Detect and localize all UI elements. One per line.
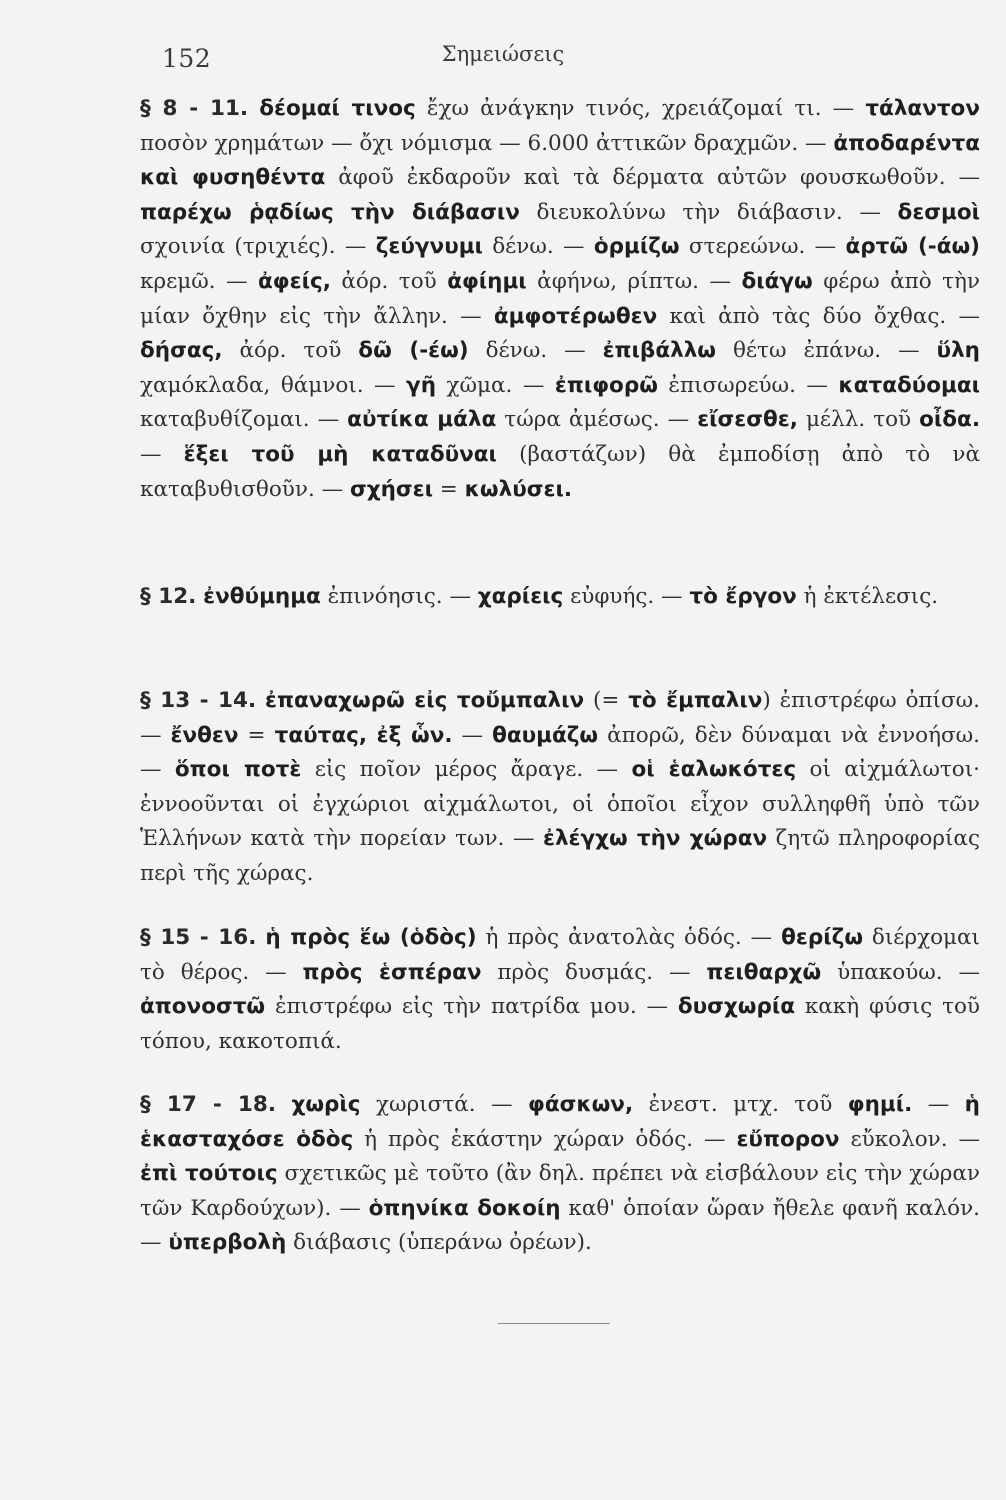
gloss-text: τώρα ἀμέσως. — (496, 407, 698, 433)
note-section-17-18 (140, 1088, 980, 1261)
gloss-text: ποσὸν χρημάτων — ὄχι νόμισμα — 6.000 ἀττικῶν δραχμῶν. — (140, 130, 834, 156)
gloss-text: σχετικῶς μὲ τοῦτο (ἂν δηλ. πρέπει νὰ εἰσβάλουν εἰς τὴν χώραν τῶν Καρδούχων). — (140, 1161, 980, 1221)
headword: ὑπερβολὴ (168, 1230, 287, 1256)
headword: ἀμφοτέρωθεν (493, 303, 658, 329)
gloss-text: καθ' ὁποίαν ὥραν ἤθελε φανῆ καλόν. — (140, 1195, 980, 1256)
note-section-12 (140, 580, 980, 615)
gloss-text: ἀπορῶ, δὲν δύναμαι νὰ ἐννοήσω. — (140, 722, 981, 783)
section-number: § 15 - 16. (140, 925, 257, 950)
gloss-text: χωριστά. — (360, 1092, 528, 1117)
headword: τὸ ἔργον (689, 584, 797, 609)
headword: ὁπηνίκα δοκοίη (368, 1195, 561, 1221)
gloss-text: ἡ πρὸς ἑκάστην χώραν ὁδός. — (353, 1126, 737, 1152)
headword: ἐνθύμημα (203, 584, 321, 609)
headword: ὅποι ποτὲ (174, 757, 302, 783)
headword: αὐτίκα μάλα (347, 407, 497, 433)
headword: ἔνθεν (170, 722, 239, 748)
note-section-8-11 (140, 92, 980, 507)
gloss-text: διευκολύνω τὴν διάβασιν. — (519, 199, 898, 225)
headword: πειθαρχῶ (706, 959, 822, 985)
headword: τὸ ἔμπαλιν (628, 688, 763, 713)
headword: χαρίεις (477, 584, 564, 609)
headword: ὕλη (936, 338, 980, 364)
section-body (140, 96, 980, 502)
gloss-text: (= (584, 688, 629, 713)
gloss-text: δένω. — (482, 234, 594, 260)
headword: εἴσεσθε, (697, 407, 798, 433)
gloss-text: ἔχω ἀνάγκην τινός, χρειάζομαί τι. — (415, 96, 866, 121)
headword: γῆ (406, 372, 436, 398)
headword: τάλαντον (865, 96, 980, 121)
headword: διάγω (741, 268, 813, 294)
note-section-13-14 (140, 684, 980, 892)
gloss-text: — (140, 441, 184, 467)
gloss-text: στερεώνω. — (679, 234, 846, 260)
gloss-text: ἀόρ. τοῦ (330, 268, 448, 294)
gloss-text: ἐπισωρεύω. — (657, 372, 839, 398)
headword: ἀρτῶ (-άω) (845, 234, 981, 260)
gloss-text: καὶ ἀπὸ τὰς δύο ὄχθας. — (657, 303, 980, 329)
headword: δήσας, (140, 338, 223, 364)
section-number: § 17 - 18. (140, 1092, 277, 1117)
gloss-text: ἀφήνω, ρίπτω. — (526, 268, 742, 294)
gloss-text: εὐφυής. — (563, 584, 690, 609)
headword: ἀφείς, (258, 268, 331, 294)
headword: καταδύομαι (838, 372, 980, 398)
end-rule (498, 1323, 610, 1324)
section-number: § 8 - 11. (140, 96, 249, 121)
gloss-text: ζητῶ πληροφορίας περὶ τῆς χώρας. (140, 826, 980, 886)
gloss-text: διάβασις (ὑπεράνω ὀρέων). (286, 1230, 592, 1256)
gloss-text: χαμόκλαδα, θάμνοι. — (140, 372, 407, 398)
gloss-text: φέρω ἀπὸ τὴν μίαν ὄχθην εἰς τὴν ἄλλην. — (140, 268, 981, 329)
headword: ἐπὶ τούτοις (140, 1161, 278, 1187)
note-section-15-16 (140, 921, 980, 1059)
page-number: 152 (162, 44, 212, 73)
headword: δεσμοὶ (897, 199, 980, 225)
headword: θερίζω (781, 925, 864, 950)
headword: φημί. (847, 1092, 913, 1117)
headword: ἀπονοστῶ (140, 994, 266, 1020)
gloss-text: εὔκολον. — (839, 1126, 980, 1152)
headword: κωλύσει. (464, 476, 572, 502)
gloss-text: — (912, 1092, 965, 1117)
headword: οἱ ἑαλωκότες (631, 757, 797, 783)
section-body (203, 584, 938, 609)
headword: φάσκων, (528, 1092, 634, 1117)
headword: ἡ ἑκασταχόσε ὁδὸς (140, 1092, 980, 1152)
running-title: Σημειώσεις (441, 42, 565, 66)
section-body (140, 688, 980, 886)
gloss-text: ὑπακούω. — (821, 959, 981, 985)
gloss-text: ἐπιστρέφω εἰς τὴν πατρίδα μου. — (265, 994, 678, 1020)
headword: οἶδα. (919, 407, 980, 433)
gloss-text: ἐνεστ. μτχ. τοῦ (633, 1092, 848, 1117)
headword: ἐπιβάλλω (602, 338, 716, 364)
gloss-text: κρεμῶ. — (140, 268, 259, 294)
headword: δῶ (-έω) (358, 338, 469, 364)
gloss-text: καταβυθίζομαι. — (140, 407, 348, 433)
gloss-text: κακὴ φύσις τοῦ τόπου, κακοτοπιά. (140, 994, 980, 1054)
gloss-text: = (238, 722, 275, 748)
headword: ὁρμίζω (593, 234, 680, 260)
headword: ταύτας, ἐξ ὧν. (274, 722, 453, 748)
gloss-text: ἐπινόησις. — (320, 584, 478, 609)
gloss-text: διέρχομαι τὸ θέρος. — (140, 925, 980, 985)
headword: ἐπιφορῶ (554, 372, 658, 398)
headword: θαυμάζω (492, 722, 599, 748)
gloss-text: οἱ αἰχμάλωτοι· ἐννοοῦνται οἱ ἐγχώριοι αἰχμάλωτοι, οἱ ὁποῖοι εἶχον συλληφθῆ ὑπὸ τῶν Ἑλλήνων κατὰ τὴν πορείαν των. — (140, 757, 980, 852)
headword: ἐλέγχω τὴν χώραν (542, 826, 768, 852)
gloss-text: ἀφοῦ ἐκδαροῦν καὶ τὰ δέρματα αὐτῶν φουσκωθοῦν. — (325, 165, 980, 191)
gloss-text: ἡ πρὸς ἀνατολὰς ὁδός. — (476, 925, 782, 950)
gloss-text: χῶμα. — (436, 372, 555, 398)
headword: ἡ πρὸς ἕω (ὁδὸς) (265, 925, 477, 950)
gloss-text: μέλλ. τοῦ (797, 407, 920, 433)
headword: ἀφίημι (447, 268, 527, 294)
gloss-text: εἰς ποῖον μέρος ἄραγε. — (301, 757, 632, 783)
headword: ἀποδαρέντα καὶ φυσηθέντα (140, 130, 980, 191)
gloss-text: ) ἐπιστρέφω ὀπίσω. — (140, 688, 981, 748)
gloss-text: θέτω ἐπάνω. — (716, 338, 937, 364)
headword: πρὸς ἑσπέραν (302, 959, 482, 985)
gloss-text: = (432, 476, 465, 502)
gloss-text: (βαστάζων) θὰ ἐμποδίσῃ ἀπὸ τὸ νὰ καταβυθισθοῦν. — (140, 441, 980, 502)
headword: δυσχωρία (677, 994, 796, 1020)
gloss-text: δένω. — (468, 338, 603, 364)
headword: σχήσει (349, 476, 433, 502)
headword: παρέχω ῥᾳδίως τὴν διάβασιν (140, 199, 520, 225)
gloss-text: σχοινία (τριχιές). — (140, 234, 376, 260)
headword: δέομαί τινος (259, 96, 416, 121)
gloss-text: — (452, 722, 493, 748)
gloss-text: ἡ ἐκτέλεσις. (796, 584, 939, 609)
section-body (140, 925, 980, 1054)
gloss-text: πρὸς δυσμάς. — (481, 959, 707, 985)
headword: ἕξει τοῦ μὴ καταδῦναι (183, 441, 497, 467)
headword: ἐπαναχωρῶ εἰς τοὔμπαλιν (265, 688, 585, 713)
headword: ζεύγνυμι (375, 234, 483, 260)
headword: εὔπορον (736, 1126, 840, 1152)
section-number: § 13 - 14. (140, 688, 257, 713)
headword: χωρὶς (291, 1092, 361, 1117)
gloss-text: ἀόρ. τοῦ (222, 338, 359, 364)
section-number: § 12. (140, 584, 197, 609)
